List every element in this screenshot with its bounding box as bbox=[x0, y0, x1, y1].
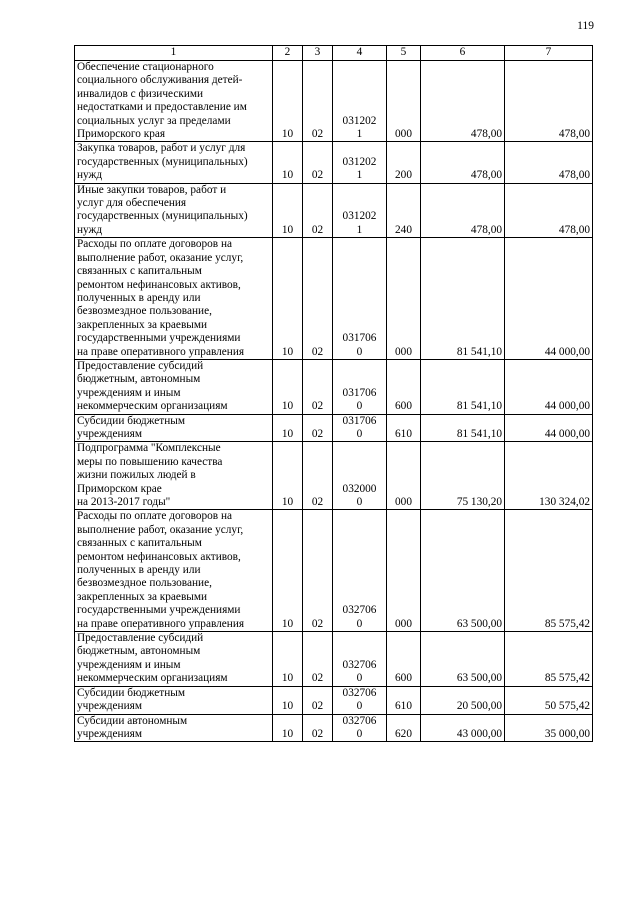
amount-col-6: 63 500,00 bbox=[421, 632, 505, 687]
amount-col-7: 50 575,42 bbox=[505, 686, 593, 714]
subsection-code: 02 bbox=[303, 61, 333, 142]
target-article-code: 032706 0 bbox=[333, 686, 387, 714]
amount-col-6: 478,00 bbox=[421, 61, 505, 142]
amount-col-7: 35 000,00 bbox=[505, 714, 593, 742]
subsection-code: 02 bbox=[303, 510, 333, 632]
table-row bbox=[75, 238, 593, 360]
expense-type-code: 610 bbox=[387, 686, 421, 714]
amount-col-6: 75 130,20 bbox=[421, 442, 505, 510]
table-row bbox=[75, 142, 593, 183]
target-article-code: 032706 0 bbox=[333, 632, 387, 687]
expense-type-code: 200 bbox=[387, 142, 421, 183]
expense-type-code: 000 bbox=[387, 61, 421, 142]
target-article-code: 031202 1 bbox=[333, 142, 387, 183]
expense-type-code: 600 bbox=[387, 359, 421, 414]
table-row bbox=[75, 632, 593, 687]
expense-type-code: 600 bbox=[387, 632, 421, 687]
table-row bbox=[75, 61, 593, 142]
target-article-code: 031706 0 bbox=[333, 414, 387, 442]
amount-col-6: 81 541,10 bbox=[421, 359, 505, 414]
target-article-code: 031202 1 bbox=[333, 183, 387, 238]
amount-col-7: 478,00 bbox=[505, 61, 593, 142]
subsection-code: 02 bbox=[303, 714, 333, 742]
target-article-code: 032706 0 bbox=[333, 714, 387, 742]
subsection-code: 02 bbox=[303, 238, 333, 360]
header-col-5: 5 bbox=[387, 46, 421, 61]
row-name: Субсидии бюджетным учреждениям bbox=[75, 414, 273, 442]
expense-type-code: 000 bbox=[387, 442, 421, 510]
row-name: Предоставление субсидий бюджетным, автономным учреждениям и иным некоммерческим организациям bbox=[75, 359, 273, 414]
amount-col-7: 478,00 bbox=[505, 142, 593, 183]
row-name: Расходы по оплате договоров на выполнение работ, оказание услуг, связанных с капитальным ремонтом нефинансовых активов, полученных в аренду или безвозмездное пользование, закрепленных за краевыми государственными учреждениями на праве оперативного управления bbox=[75, 510, 273, 632]
row-name: Предоставление субсидий бюджетным, автономным учреждениям и иным некоммерческим организациям bbox=[75, 632, 273, 687]
section-code: 10 bbox=[273, 714, 303, 742]
amount-col-7: 85 575,42 bbox=[505, 510, 593, 632]
subsection-code: 02 bbox=[303, 183, 333, 238]
expense-type-code: 610 bbox=[387, 414, 421, 442]
section-code: 10 bbox=[273, 510, 303, 632]
amount-col-7: 44 000,00 bbox=[505, 359, 593, 414]
subsection-code: 02 bbox=[303, 414, 333, 442]
section-code: 10 bbox=[273, 238, 303, 360]
row-name: Иные закупки товаров, работ и услуг для обеспечения государственных (муниципальных) нужд bbox=[75, 183, 273, 238]
table-row bbox=[75, 183, 593, 238]
header-col-7: 7 bbox=[505, 46, 593, 61]
table-row bbox=[75, 414, 593, 442]
amount-col-6: 478,00 bbox=[421, 142, 505, 183]
subsection-code: 02 bbox=[303, 442, 333, 510]
page-number: 119 bbox=[577, 20, 594, 32]
header-col-2: 2 bbox=[273, 46, 303, 61]
amount-col-7: 44 000,00 bbox=[505, 238, 593, 360]
amount-col-6: 63 500,00 bbox=[421, 510, 505, 632]
amount-col-6: 81 541,10 bbox=[421, 414, 505, 442]
table-row bbox=[75, 686, 593, 714]
budget-table bbox=[74, 45, 593, 742]
amount-col-7: 85 575,42 bbox=[505, 632, 593, 687]
subsection-code: 02 bbox=[303, 142, 333, 183]
expense-type-code: 000 bbox=[387, 238, 421, 360]
amount-col-7: 44 000,00 bbox=[505, 414, 593, 442]
section-code: 10 bbox=[273, 359, 303, 414]
target-article-code: 032000 0 bbox=[333, 442, 387, 510]
section-code: 10 bbox=[273, 442, 303, 510]
subsection-code: 02 bbox=[303, 359, 333, 414]
target-article-code: 031706 0 bbox=[333, 238, 387, 360]
expense-type-code: 240 bbox=[387, 183, 421, 238]
section-code: 10 bbox=[273, 414, 303, 442]
row-name: Подпрограмма "Комплексные меры по повышению качества жизни пожилых людей в Приморском крае на 2013-2017 годы" bbox=[75, 442, 273, 510]
header-col-6: 6 bbox=[421, 46, 505, 61]
amount-col-6: 478,00 bbox=[421, 183, 505, 238]
table-row bbox=[75, 359, 593, 414]
section-code: 10 bbox=[273, 632, 303, 687]
amount-col-6: 43 000,00 bbox=[421, 714, 505, 742]
row-name: Расходы по оплате договоров на выполнение работ, оказание услуг, связанных с капитальным ремонтом нефинансовых активов, полученных в аренду или безвозмездное пользование, закрепленных за краевыми государственными учреждениями на праве оперативного управления bbox=[75, 238, 273, 360]
expense-type-code: 620 bbox=[387, 714, 421, 742]
target-article-code: 032706 0 bbox=[333, 510, 387, 632]
section-code: 10 bbox=[273, 142, 303, 183]
amount-col-7: 478,00 bbox=[505, 183, 593, 238]
subsection-code: 02 bbox=[303, 686, 333, 714]
table-row bbox=[75, 510, 593, 632]
section-code: 10 bbox=[273, 183, 303, 238]
header-col-4: 4 bbox=[333, 46, 387, 61]
header-col-3: 3 bbox=[303, 46, 333, 61]
amount-col-6: 20 500,00 bbox=[421, 686, 505, 714]
table-row bbox=[75, 714, 593, 742]
expense-type-code: 000 bbox=[387, 510, 421, 632]
header-col-1: 1 bbox=[75, 46, 273, 61]
target-article-code: 031202 1 bbox=[333, 61, 387, 142]
subsection-code: 02 bbox=[303, 632, 333, 687]
row-name: Субсидии автономным учреждениям bbox=[75, 714, 273, 742]
row-name: Субсидии бюджетным учреждениям bbox=[75, 686, 273, 714]
target-article-code: 031706 0 bbox=[333, 359, 387, 414]
row-name: Закупка товаров, работ и услуг для государственных (муниципальных) нужд bbox=[75, 142, 273, 183]
amount-col-6: 81 541,10 bbox=[421, 238, 505, 360]
table-header-row bbox=[75, 46, 593, 61]
amount-col-7: 130 324,02 bbox=[505, 442, 593, 510]
section-code: 10 bbox=[273, 686, 303, 714]
table-row bbox=[75, 442, 593, 510]
row-name: Обеспечение стационарного социального обслуживания детей- инвалидов с физическими недостатками и предоставление им социальных услуг за пределами Приморского края bbox=[75, 61, 273, 142]
section-code: 10 bbox=[273, 61, 303, 142]
